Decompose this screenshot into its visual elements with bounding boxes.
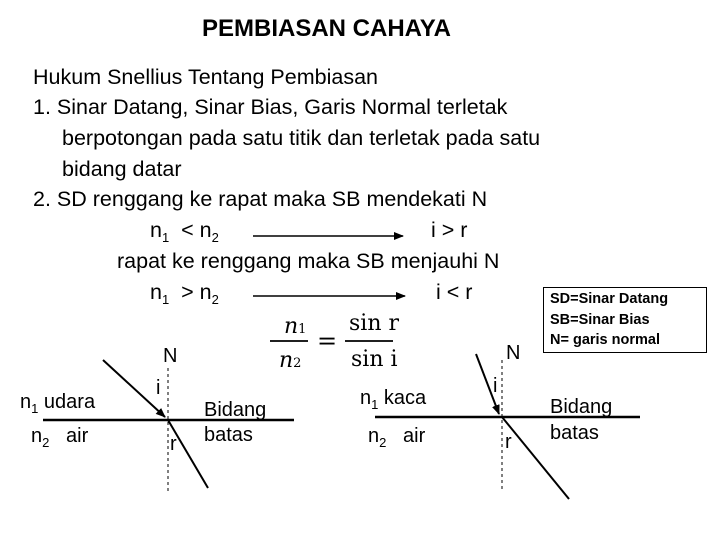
right-refracted-ray — [502, 417, 569, 499]
legend-n: N= garis normal — [550, 332, 660, 348]
right-medium2: air — [403, 425, 426, 447]
left-angle-r: r — [170, 433, 177, 455]
right-incident-ray — [476, 354, 499, 414]
legend-sb: SB=Sinar Bias — [550, 312, 650, 328]
formula-n1-sub: 1 — [298, 322, 307, 337]
right-n2: n — [368, 425, 380, 447]
left-incident-ray — [103, 360, 165, 417]
left-angle-i: i — [156, 377, 161, 399]
point2-line2: rapat ke renggang maka SB menjauhi N — [117, 249, 500, 273]
right-n1: n — [360, 387, 372, 409]
right-n2-sub: 2 — [379, 435, 387, 450]
left-n1: n — [20, 391, 32, 413]
left-n1-sub: 1 — [31, 401, 39, 416]
point1-line2: berpotongan pada satu titik dan terletak pada satu — [62, 126, 541, 150]
left-medium1: udara — [43, 391, 96, 413]
left-n2-sub: 2 — [42, 435, 50, 450]
case1-result: i > r — [431, 218, 468, 242]
formula-den-right: sin i — [351, 347, 398, 372]
formula-n2-sub: 2 — [293, 356, 302, 371]
left-n2: n — [31, 425, 43, 447]
case2-n2-sub: 2 — [211, 292, 219, 307]
legend-sd: SD=Sinar Datang — [550, 291, 669, 307]
right-angle-r: r — [505, 431, 512, 453]
formula-n1: n — [284, 314, 299, 339]
left-normal-label: N — [163, 345, 178, 367]
case2-n2: > n — [181, 280, 212, 304]
point1-line3: bidang datar — [62, 157, 182, 181]
case1-n1-sub: 1 — [161, 230, 170, 245]
left-refracted-ray — [168, 420, 208, 488]
right-angle-i: i — [493, 375, 498, 397]
right-n1-sub: 1 — [371, 397, 379, 412]
case1-n1: n — [150, 218, 162, 242]
page-title: PEMBIASAN CAHAYA — [202, 15, 451, 42]
formula-num-right: sin r — [349, 311, 400, 336]
left-boundary-label-2: batas — [204, 424, 253, 446]
case2-result: i < r — [436, 280, 473, 304]
formula-n2: n — [279, 348, 294, 373]
case2-n1: n — [150, 280, 162, 304]
point2-line1: 2. SD renggang ke rapat maka SB mendekati N — [33, 187, 488, 211]
case1-n2-sub: 2 — [211, 230, 219, 245]
right-boundary-label-2: batas — [550, 422, 599, 444]
case1-n2: < n — [181, 218, 212, 242]
right-normal-label: N — [506, 342, 521, 364]
left-medium2: air — [66, 425, 89, 447]
right-boundary-label-1: Bidang — [550, 396, 613, 418]
heading: Hukum Snellius Tentang Pembiasan — [33, 65, 378, 89]
formula-equals: = — [317, 327, 338, 355]
point1-line1: 1. Sinar Datang, Sinar Bias, Garis Normal terletak — [33, 95, 508, 119]
right-medium1: kaca — [383, 387, 427, 409]
left-boundary-label-1: Bidang — [204, 399, 267, 421]
case2-n1-sub: 1 — [161, 292, 170, 307]
